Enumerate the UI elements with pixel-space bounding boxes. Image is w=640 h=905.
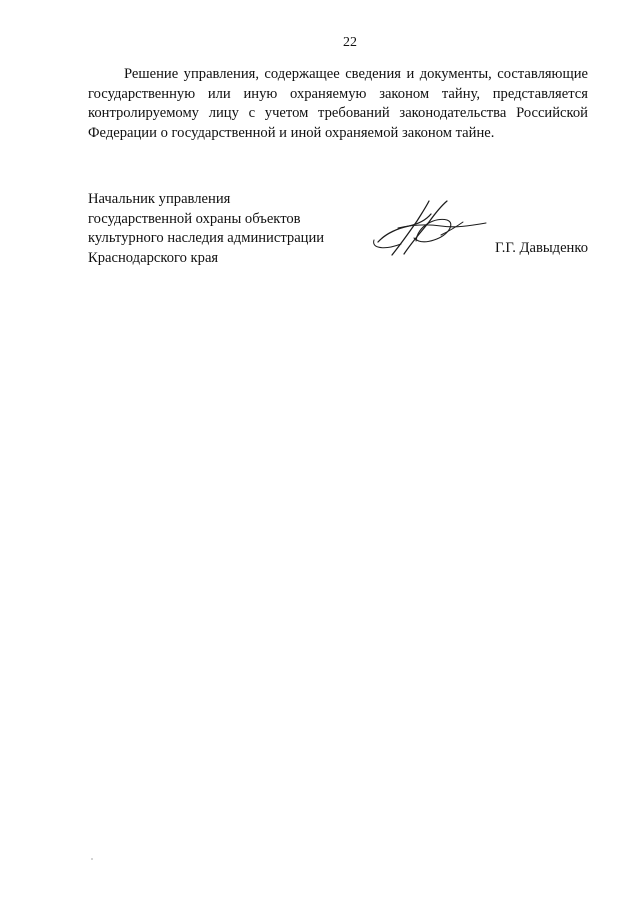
position-line: Начальник управления bbox=[88, 191, 231, 207]
signature-block bbox=[88, 190, 588, 270]
position-title bbox=[88, 190, 324, 268]
signer-name: Г.Г. Давыденко bbox=[494, 240, 588, 256]
body-paragraph: Решение управления, содержащее сведения и документы, составляющие государственную или иную охраняемую законом тайну, представляется контролируемому лицу с учетом требований законодательства Российской Федерации о государственной и иной охраняемой законом тайне. bbox=[88, 66, 588, 141]
page-number: 22 bbox=[343, 35, 357, 50]
scan-dot-icon bbox=[91, 858, 93, 860]
position-line: государственной охраны объектов bbox=[88, 210, 301, 227]
handwritten-signature-icon bbox=[370, 197, 490, 259]
position-line: Краснодарского края bbox=[88, 249, 219, 266]
position-line: культурного наследия администрации bbox=[88, 230, 325, 247]
